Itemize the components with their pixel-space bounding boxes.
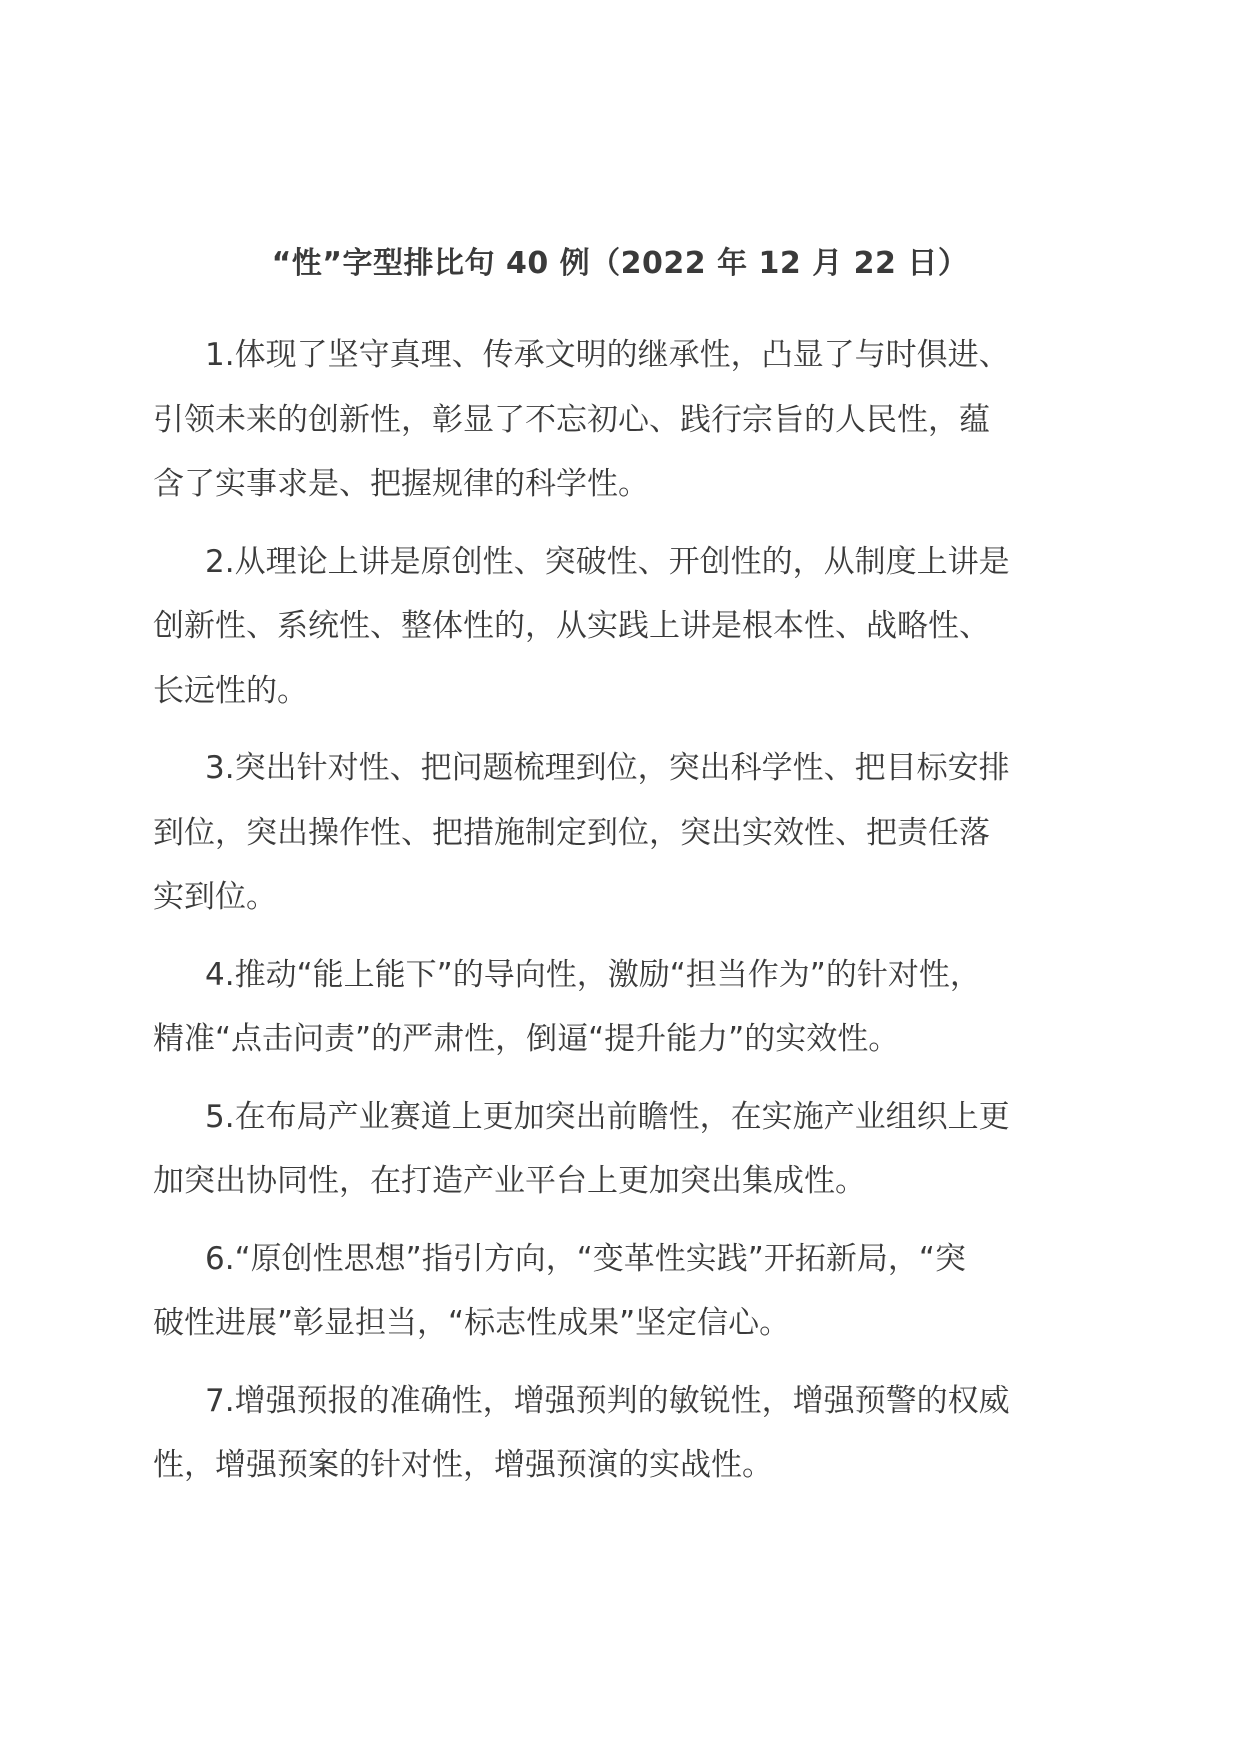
paragraph-3 — [153, 736, 1103, 930]
paragraph-line: 创新性、系统性、整体性的，从实践上讲是根本性、战略性、 — [153, 608, 990, 644]
paragraph-2 — [153, 530, 1103, 724]
paragraph-line: 7.增强预报的准确性，增强预判的敏锐性，增强预警的权威 — [205, 1382, 1010, 1419]
paragraph-4 — [153, 943, 1103, 1072]
paragraph-line: 5.在布局产业赛道上更加突出前瞻性，在实施产业组织上更 — [205, 1098, 1010, 1135]
paragraph-line: 6.“原创性思想”指引方向，“变革性实践”开拓新局，“突 — [205, 1240, 966, 1277]
paragraph-5 — [153, 1085, 1103, 1214]
paragraph-line: 长远性的。 — [153, 672, 308, 709]
paragraph-6 — [153, 1227, 1103, 1356]
paragraph-7 — [153, 1369, 1103, 1498]
paragraph-line: 加突出协同性，在打造产业平台上更加突出集成性。 — [153, 1163, 866, 1199]
paragraph-line: 性，增强预案的针对性，增强预演的实战性。 — [153, 1447, 773, 1483]
paragraph-line: 4.推动“能上能下”的导向性，激励“担当作为”的针对性， — [205, 956, 981, 993]
paragraph-line: 到位，突出操作性、把措施制定到位，突出实效性、把责任落 — [153, 814, 990, 851]
document-title: “性”字型排比句 40 例（2022 年 12 月 22 日） — [271, 246, 969, 281]
paragraph-line: 含了实事求是、把握规律的科学性。 — [153, 466, 649, 502]
paragraph-line: 1.体现了坚守真理、传承文明的继承性，凸显了与时俱进、 — [205, 337, 1010, 373]
paragraph-line: 引领未来的创新性，彰显了不忘初心、践行宗旨的人民性，蕴 — [153, 401, 990, 438]
paragraph-line: 实到位。 — [153, 879, 277, 915]
paragraph-line: 3.突出针对性、把问题梳理到位，突出科学性、把目标安排 — [205, 750, 1010, 786]
document-body — [153, 323, 1103, 1511]
paragraph-line: 破性进展”彰显担当，“标志性成果”坚定信心。 — [153, 1305, 791, 1341]
paragraph-line: 2.从理论上讲是原创性、突破性、开创性的，从制度上讲是 — [205, 543, 1010, 580]
paragraph-line: 精准“点击问责”的严肃性，倒逼“提升能力”的实效性。 — [153, 1021, 900, 1057]
paragraph-1 — [153, 323, 1103, 517]
